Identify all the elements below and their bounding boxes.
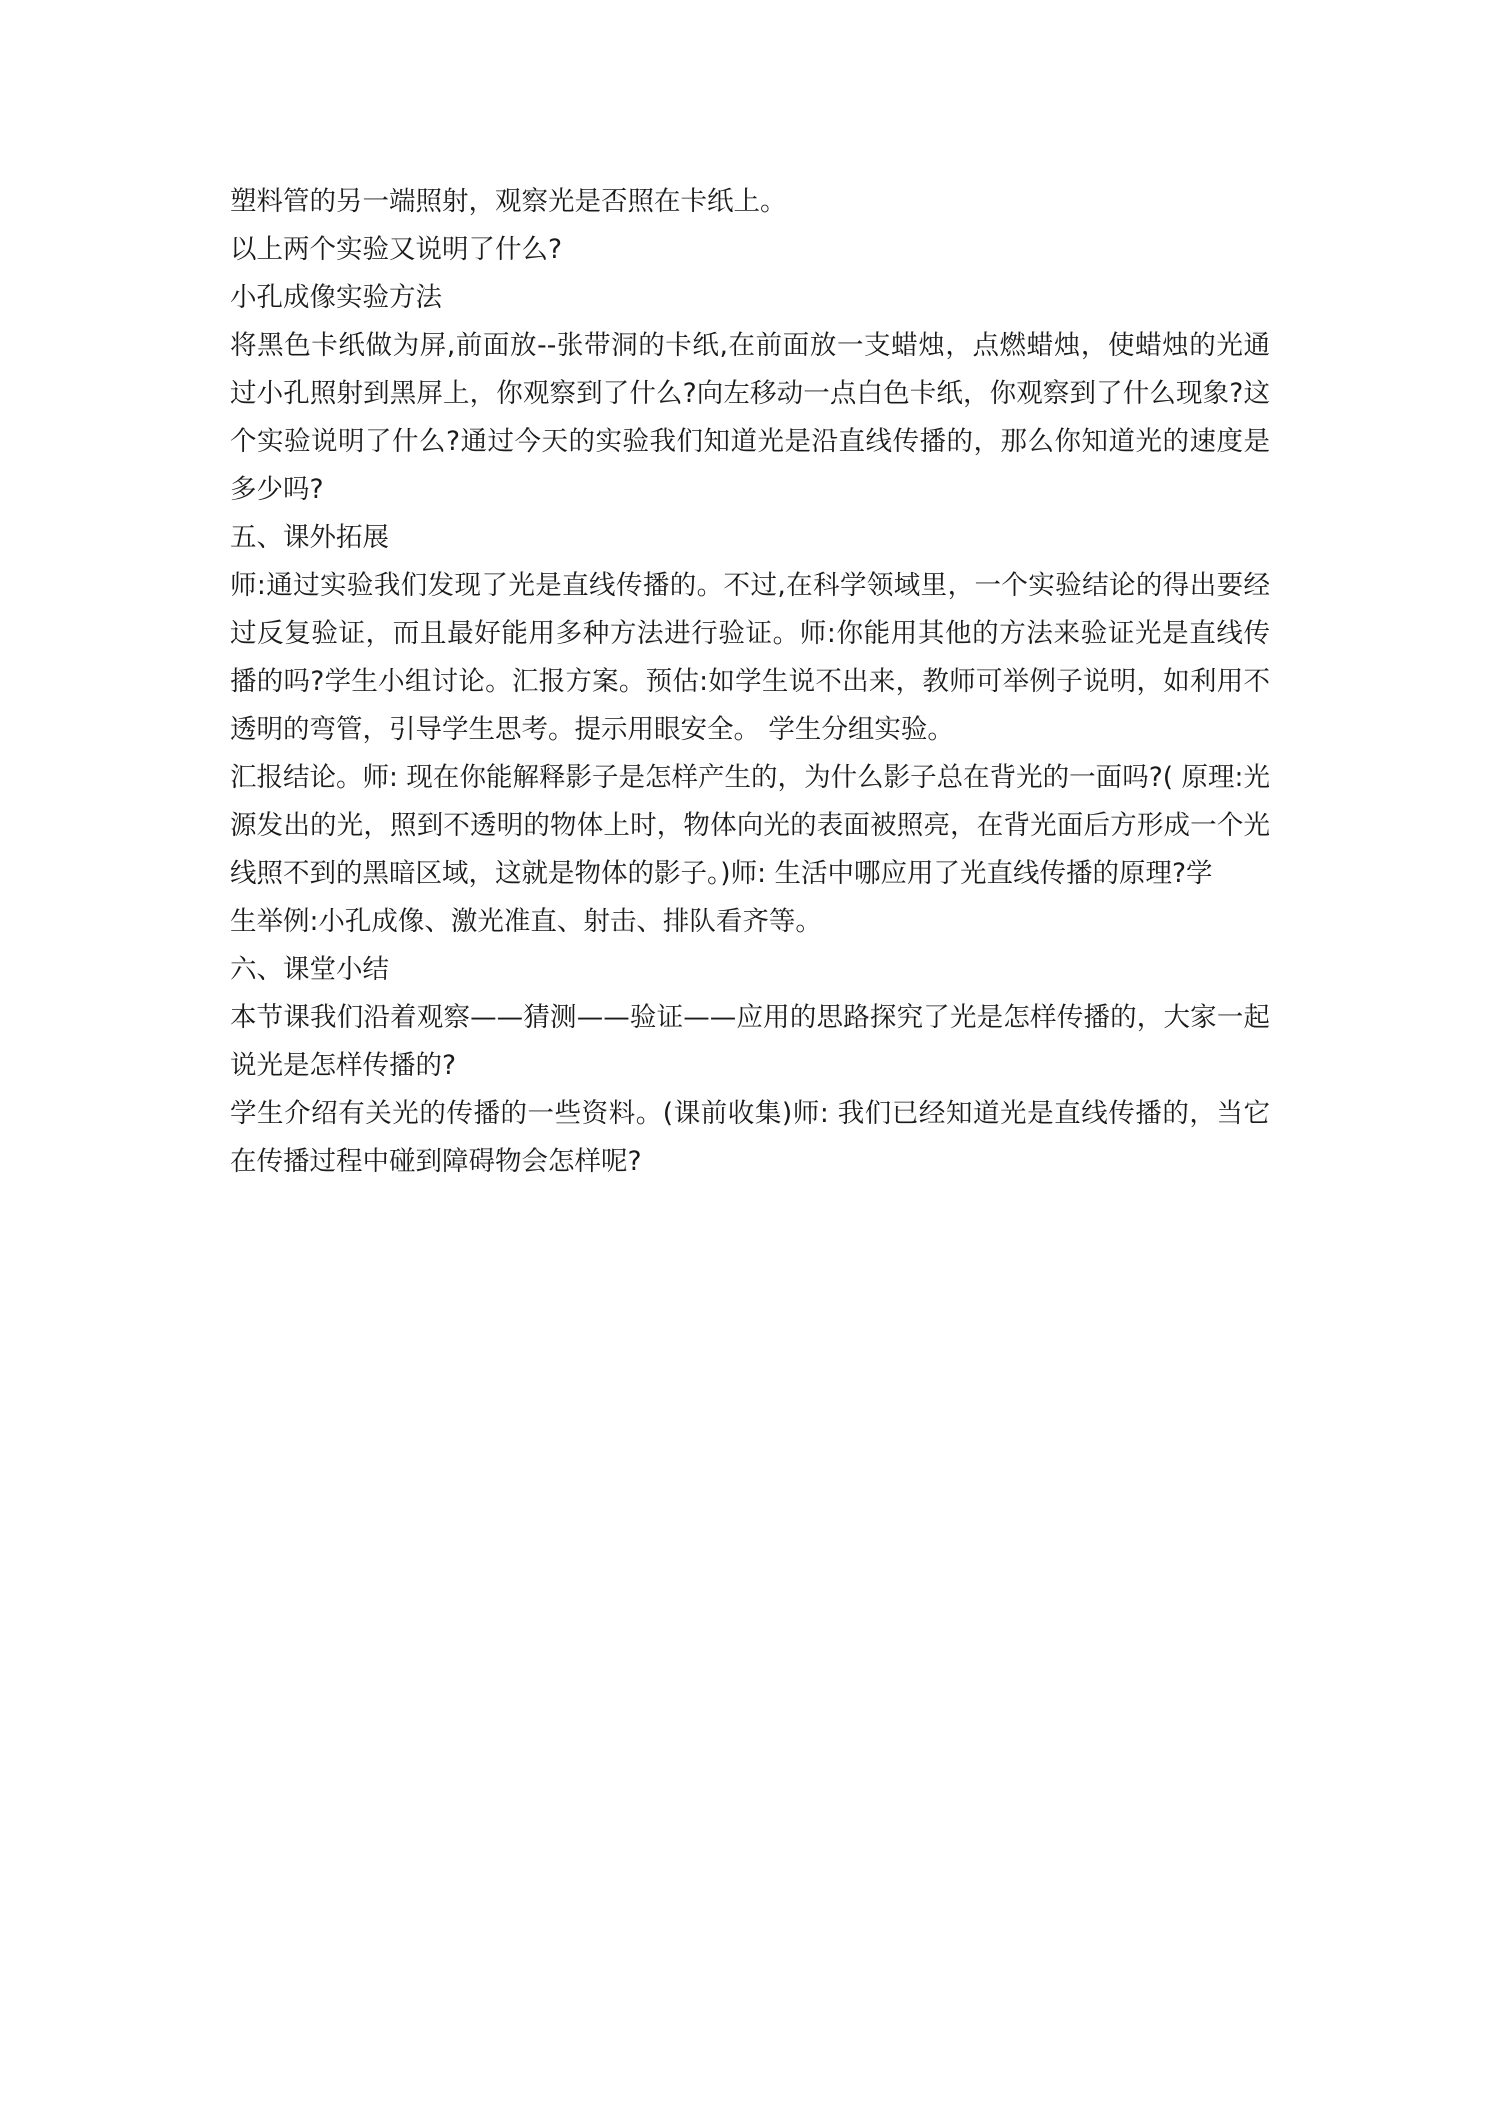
paragraph-conclusion: 汇报结论。师: 现在你能解释影子是怎样产生的，为什么影子总在背光的一面吗?( 原理:光源发出的光，照到不透明的物体上时，物体向光的表面被照亮，在背光面后方形成一个光线照不到的黑暗区域，这就是物体的影子。)师: 生活中哪应用了光直线传播的原理?学	[230, 762, 1270, 889]
paragraph-pinhole-experiment: 将黑色卡纸做为屏,前面放--张带洞的卡纸,在前面放一支蜡烛，点燃蜡烛，使蜡烛的光通过小孔照射到黑屏上，你观察到了什么?向左移动一点白色卡纸，你观察到了什么现象?这个实验说明了什么?通过今天的实验我们知道光是沿直线传播的，那么你知道光的速度是多少吗?	[230, 330, 1270, 505]
section-heading-extension: 五、课外拓展	[230, 522, 389, 553]
paragraph-continuation: 塑料管的另一端照射，观察光是否照在卡纸上。	[230, 186, 787, 217]
paragraph-materials: 学生介绍有关光的传播的一些资料。(课前收集)师: 我们已经知道光是直线传播的，当它在传播过程中碰到障碍物会怎样呢?	[230, 1098, 1270, 1177]
document-body	[230, 178, 1270, 1186]
section-heading-summary: 六、课堂小结	[230, 954, 389, 985]
paragraph-examples: 生举例:小孔成像、激光准直、射击、排队看齐等。	[230, 906, 822, 937]
paragraph-question: 以上两个实验又说明了什么?	[230, 234, 563, 265]
paragraph-extension: 师:通过实验我们发现了光是直线传播的。不过,在科学领域里，一个实验结论的得出要经过反复验证，而且最好能用多种方法进行验证。师:你能用其他的方法来验证光是直线传播的吗?学生小组讨论。汇报方案。预估:如学生说不出来，教师可举例子说明，如利用不透明的弯管，引导学生思考。提示用眼安全。 学生分组实验。	[230, 570, 1270, 745]
subheading-pinhole-method: 小孔成像实验方法	[230, 282, 442, 313]
paragraph-summary: 本节课我们沿着观察——猜测——验证——应用的思路探究了光是怎样传播的，大家一起说光是怎样传播的?	[230, 1002, 1270, 1081]
